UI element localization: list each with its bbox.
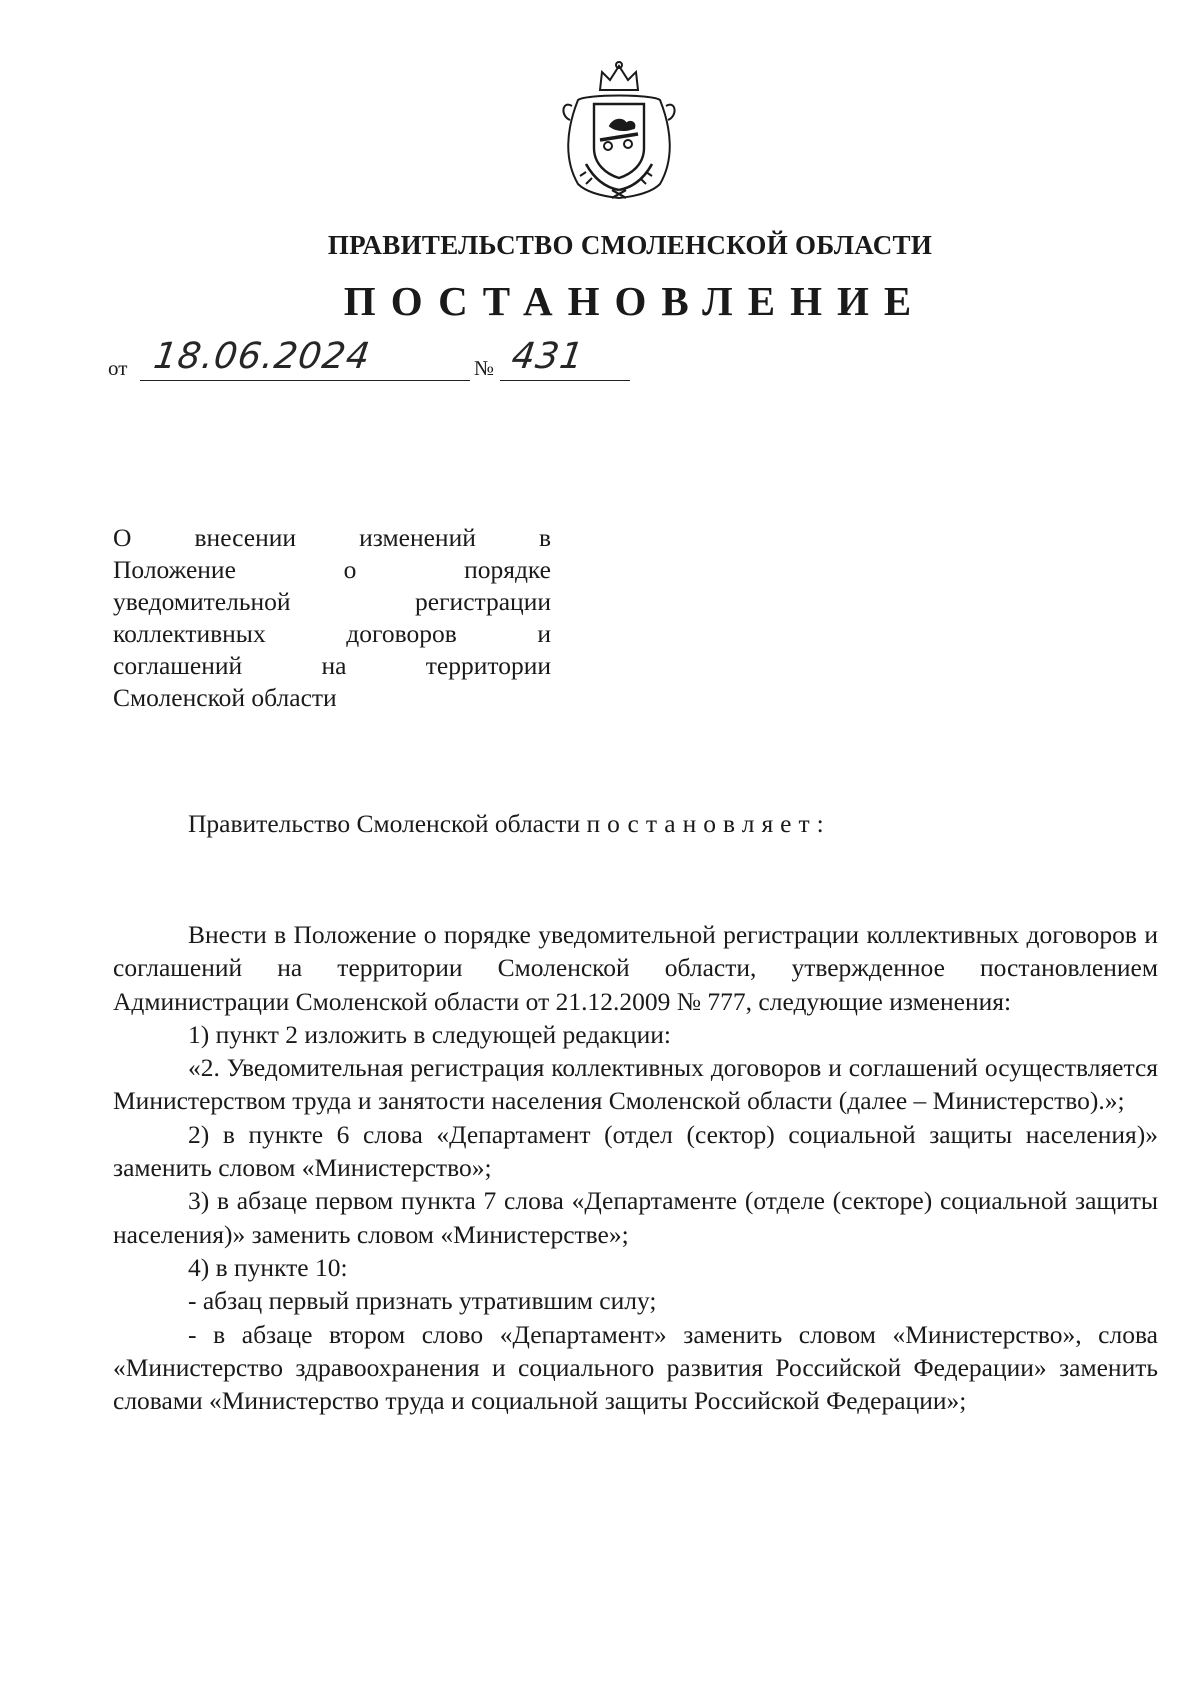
number-prefix: №: [474, 356, 495, 380]
body-paragraph: - в абзаце втором слово «Департамент» заменить словом «Министерство», слова «Министерство здравоохранения и социального развития Российской Федерации» заменить словами «Министерство труда и социальной защиты Российской Федерации»;: [113, 1319, 1158, 1416]
subject-line: уведомительной регистрации: [113, 587, 551, 616]
document-body: [113, 918, 1158, 1417]
subject-line: коллективных договоров и: [113, 619, 551, 648]
body-paragraph: - абзац первый признать утратившим силу;: [188, 1286, 657, 1316]
document-subject: [113, 522, 551, 714]
preamble-decree-word: постановляет:: [586, 809, 831, 838]
body-paragraph: «2. Уведомительная регистрация коллективных договоров и соглашений осуществляется Министерством труда и занятости населения Смоленской области (далее – Министерство).»;: [113, 1053, 1158, 1116]
subject-line: соглашений на территории: [113, 651, 551, 680]
document-type-title: ПОСТАНОВЛЕНИЕ: [343, 278, 927, 324]
preamble: [188, 808, 831, 840]
number-underline: [500, 380, 630, 381]
date-prefix: от: [108, 356, 128, 380]
subject-line: Положение о порядке: [113, 555, 551, 584]
body-paragraph: Внести в Положение о порядке уведомительной регистрации коллективных договоров и соглашений на территории Смоленской области, утвержденное постановлением Администрации Смоленской области от 21.12.2009 № 777, следующие изменения:: [113, 920, 1158, 1016]
body-paragraph: 3) в абзаце первом пункта 7 слова «Департаменте (отделе (секторе) социальной защиты населения)» заменить словом «Министерстве»;: [113, 1186, 1158, 1249]
date-underline: [140, 380, 470, 381]
subject-line: О внесении изменений в: [113, 523, 551, 552]
handwritten-date: 18.06.2024: [151, 336, 374, 377]
body-paragraph: 1) пункт 2 изложить в следующей редакции:: [188, 1019, 671, 1049]
subject-line: Смоленской области: [113, 683, 337, 712]
body-paragraph: 2) в пункте 6 слова «Департамент (отдел (сектор) социальной защиты населения)» заменить словом «Министерство»;: [113, 1119, 1158, 1183]
organization-title: ПРАВИТЕЛЬСТВО СМОЛЕНСКОЙ ОБЛАСТИ: [327, 230, 933, 260]
handwritten-number: 431: [509, 336, 587, 377]
coat-of-arms-icon: [556, 60, 682, 200]
preamble-text: Правительство Смоленской области: [188, 809, 581, 838]
date-number-row: [108, 336, 587, 382]
body-paragraph: 4) в пункте 10:: [188, 1252, 348, 1282]
